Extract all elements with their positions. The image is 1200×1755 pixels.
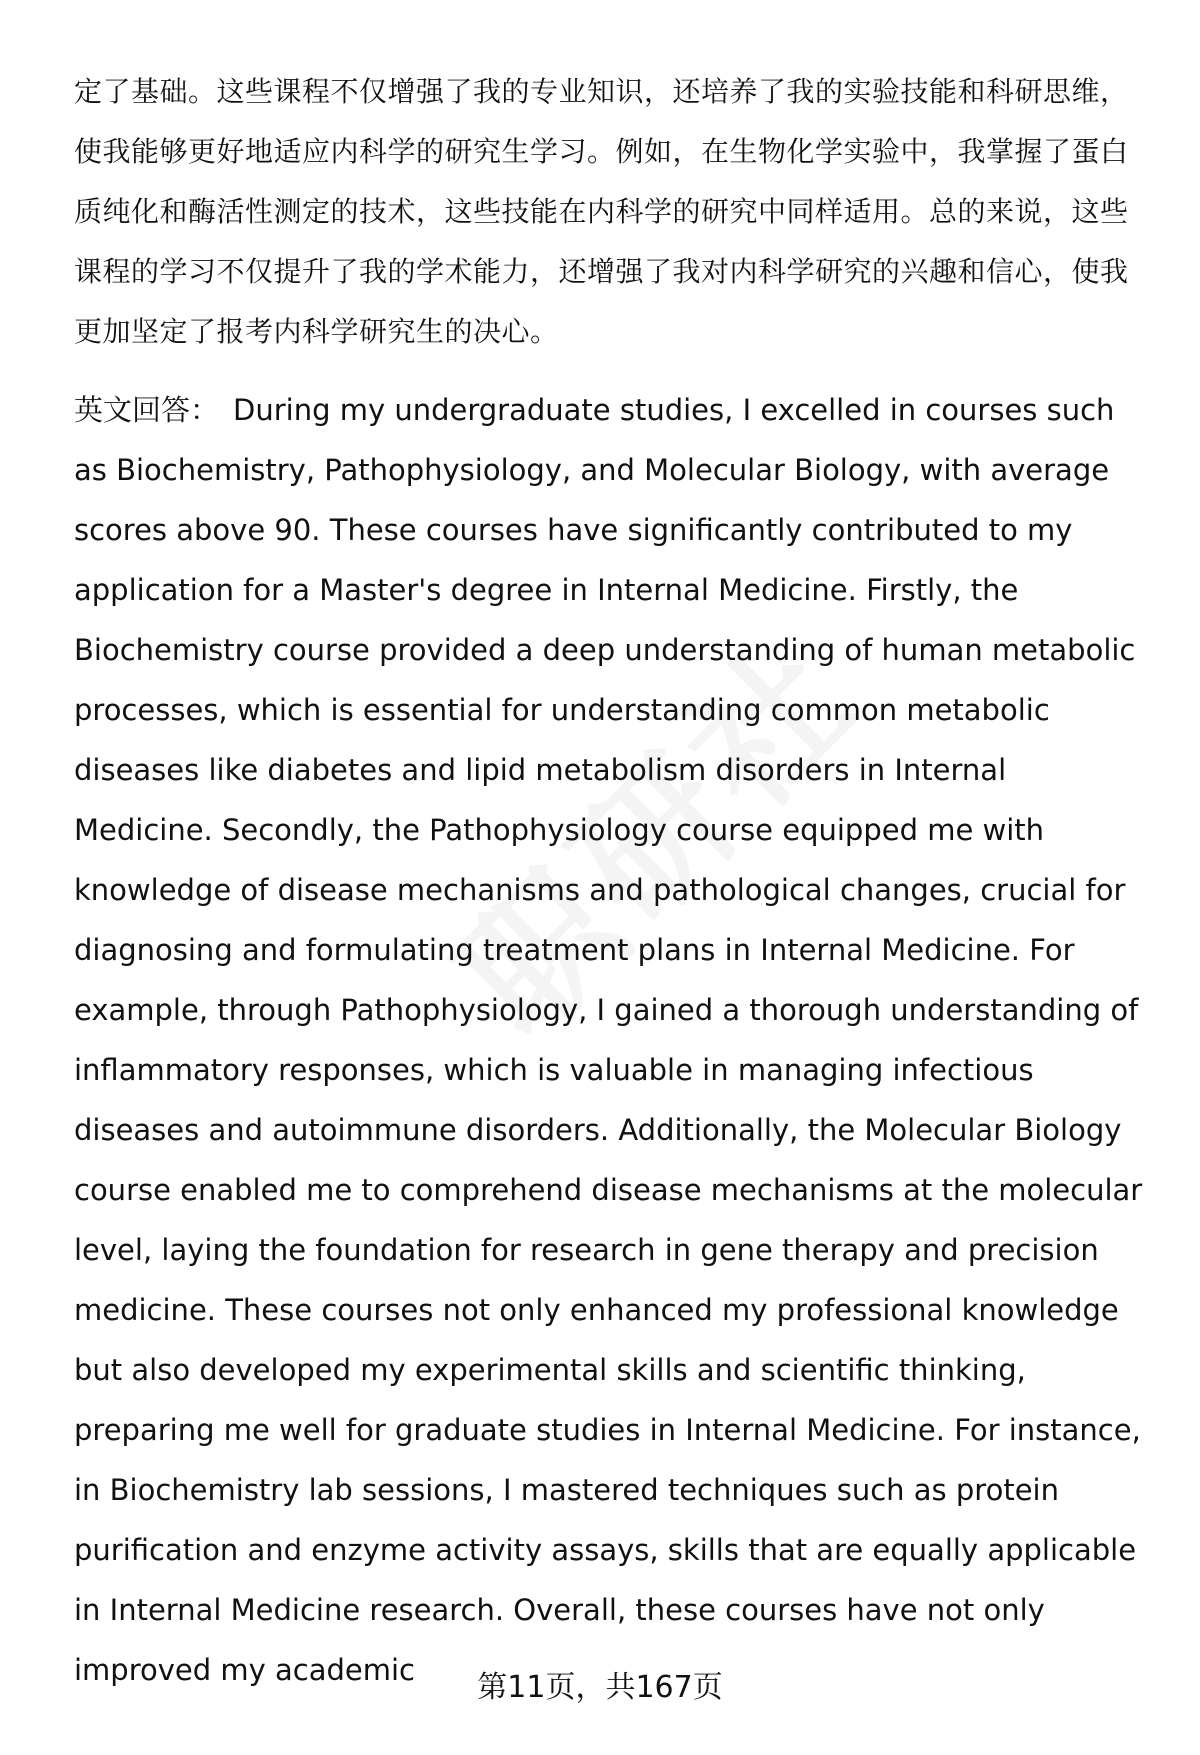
english-answer-label: 英文回答： (74, 393, 220, 427)
english-answer-paragraph (74, 380, 1154, 1700)
chinese-answer-paragraph: 定了基础。这些课程不仅增强了我的专业知识，还培养了我的实验技能和科研思维，使我能够更好地适应内科学的研究生学习。例如，在生物化学实验中，我掌握了蛋白质纯化和酶活性测定的技术，这些技能在内科学的研究中同样适用。总的来说，这些课程的学习不仅提升了我的学术能力，还增强了我对内科学研究的兴趣和信心，使我更加坚定了报考内科学研究生的决心。 (74, 75, 1129, 348)
english-answer-text: During my undergraduate studies, I excelled in courses such as Biochemistry, Pathophysiology, and Molecular Biology, with average scores above 90. These courses have significantly contributed to my application for a Master's degree in Internal Medicine. Firstly, the Biochemistry course provided a deep understanding of human metabolic processes, which is essential for understanding common metabolic diseases like diabetes and lipid metabolism disorders in Internal Medicine. Secondly, the Pathophysiology course equipped me with knowledge of disease mechanisms and pathological changes, crucial for diagnosing and formulating treatment plans in Internal Medicine. For example, through Pathophysiology, I gained a thorough understanding of inflammatory responses, which is valuable in managing infectious diseases and autoimmune disorders. Additionally, the Molecular Biology course enabled me to comprehend disease mechanisms at the molecular level, laying the foundation for research in gene therapy and precision medicine. These courses not only enhanced my professional knowledge but also developed my experimental skills and scientific thinking, preparing me well for graduate studies in Internal Medicine. For instance, in Biochemistry lab sessions, I mastered techniques such as protein purification and enzyme activity assays, skills that are equally applicable in Internal Medicine research. Overall, these courses have not only improved my academic (74, 393, 1143, 1687)
page-number-footer: 第11页，共167页 (477, 1670, 723, 1705)
page-content (74, 62, 1154, 1700)
